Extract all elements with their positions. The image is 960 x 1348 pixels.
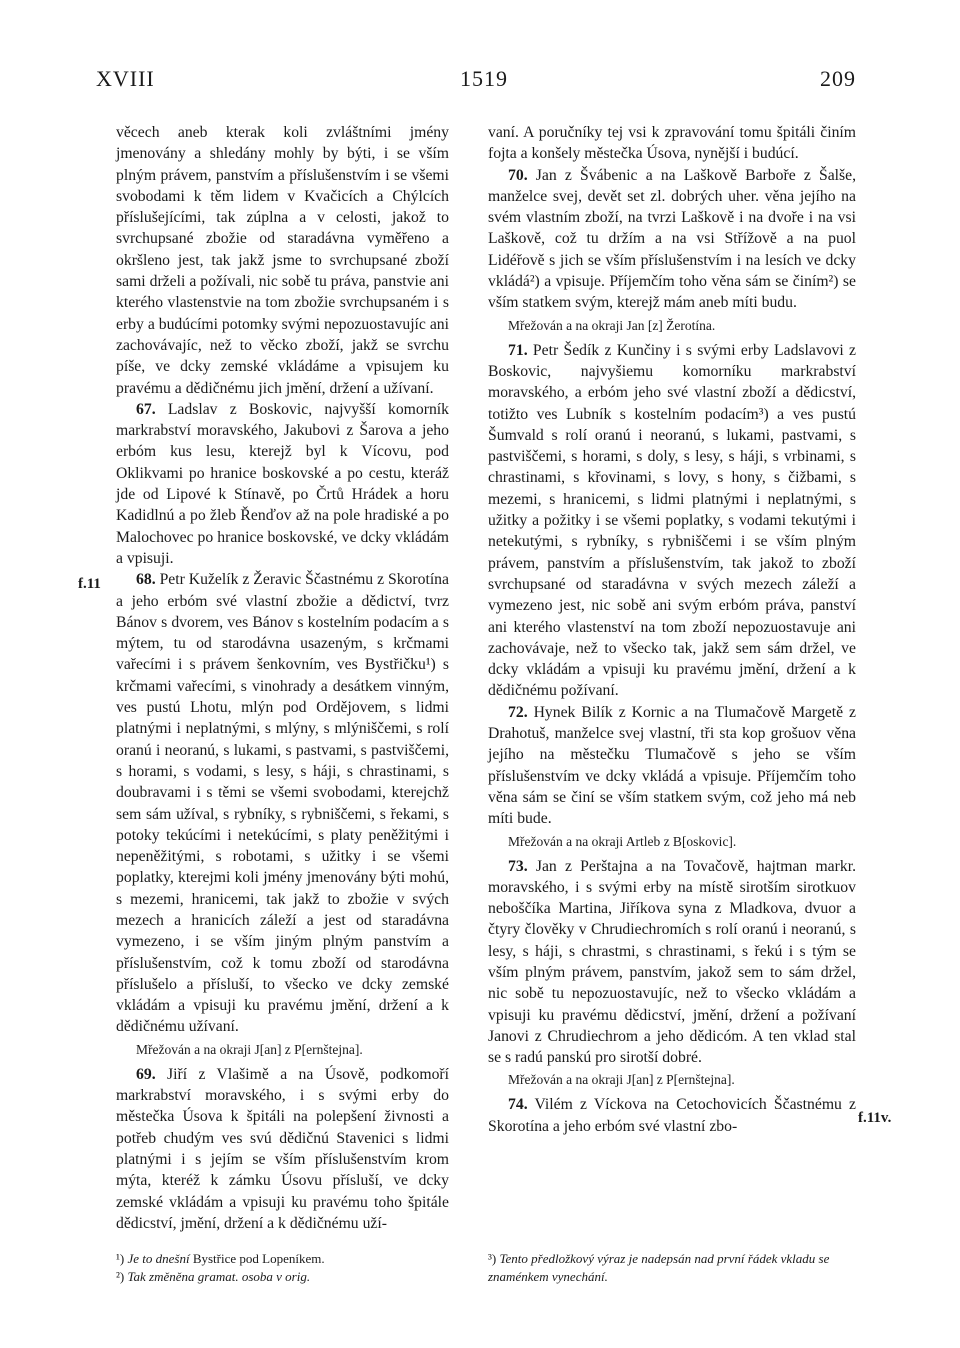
entry-paragraph — [488, 702, 856, 830]
entry-number: 68. — [136, 571, 156, 589]
footnote-mark: ¹) — [116, 1251, 125, 1266]
footnote-mark: ³) — [488, 1251, 497, 1266]
footnotes-right — [488, 1250, 856, 1286]
entry-number: 71. — [508, 341, 528, 359]
marginal-note: Mřežován a na okraji Jan [z] Žerotína. — [508, 317, 716, 333]
marginal-note: Mřežován a na okraji Artleb z B[oskovic]. — [508, 833, 737, 849]
entry-number: 73. — [508, 857, 528, 875]
volume-number: XVIII — [96, 66, 155, 91]
entry-number: 70. — [508, 166, 528, 184]
entry-paragraph — [116, 1064, 449, 1234]
entry-paragraph — [116, 399, 449, 569]
entry-text: Petr Kuželík z Žeravic Ščastnému z Skorotína a jeho erbóm své vlastní zbožie a dědictví, tvrz Bánov s dvorem, ves Bánov s kostelním podacím a s mýtem, tu od starodávna usazeným, s krčmami vařecími i s právem šenkovním, ves Bystřičku¹) s krčmami vařecími, s vinohrady a desátkem vinným, ves pustú Lhotu, mlýn pod Ordějovem, s lidmi platnými i neplatnými, s mlýny, s mlýniščemi, s rolí oranú i neoranú, s lukami, s pastvami, s pastviščemi, s horami, s vodami, s lesy, s háji, s chrastinami, s doubravami i s těmi se všemi svobodami, kterejchž sem sám užíval, s rybníky, s rybniščemi, s řekami, s potoky tekúcími i netekúcími, s platy peněžitými i nepeněžitými, s robotami, s užitky i se všemi poplatky, kterejmi koli jmény jmenovány býti mohú, s mezemi, hranicemi, tak jakž to zbožie v svých mezech a hranicích záleží a jest od staradávna vymezeno, i se vším jiným plným panstvím a příslušenstvím, což k tomu zboží od starodávna příslušelo a přísluší, to všecko ve dcky zemské vkládám a vpisuji ku pravému jmění, držení a k dědičnému užívaní. — [116, 571, 449, 1036]
entry-paragraph — [116, 122, 449, 399]
entry-text: Jan z Švábenic a na Laškově Barboře z Šalše, manželce svej, devět set zl. dobrých uher. věna jejího na svém vlastním zboží, na tvrzi Laškově i na dvoře i na vsi Laškově, což tu držím a na vsi Střížově a na puol Lidéřově s jich se vším příslušenstvím i na lesích ve dcky vkládá²) a vpisuje. Příjemčím toho věna sám se činím²) se vším statkem svým, kterejž mám aneb míti budu. — [488, 166, 857, 312]
entry-number: 69. — [136, 1065, 156, 1083]
marginal-note: Mřežován a na okraji J[an] z P[ernštejna]. — [508, 1072, 735, 1088]
page-header — [0, 66, 960, 96]
entry-text: Vilém z Víckova na Cetochovicích Ščastnému z Skorotína a jeho erbóm své vlastní zbo- — [488, 1096, 857, 1135]
footnote-mark: ²) — [116, 1269, 125, 1284]
page-number: 209 — [820, 66, 856, 91]
footnote — [116, 1250, 449, 1268]
footnote — [116, 1268, 449, 1286]
entry-paragraph — [116, 569, 449, 1038]
entry-number: 67. — [136, 400, 156, 418]
entry-text: Jiří z Vlašimě a na Úsově, podkomoří markrabství moravského, i s svými erby do městečka Úsova k špitáli na polepšení živnosti a potřeb chudým ves svú dědičnú Stavenici s lidmi platnými i s jejím se vším příslušenstvím krom mýta, kteréž k zámku Úsovu přísluší, ve dcky zemské vkládám a vpisuji ku pravému toho špitále dědicství, jmění, držení a k dědičnému uží- — [116, 1065, 449, 1232]
entry-paragraph — [488, 1094, 856, 1137]
left-column — [116, 122, 449, 1234]
entry-paragraph — [488, 165, 856, 314]
entry-text: Ladslav z Boskovic, najvyšší komorník markrabství moravského, Jakubovi z Šarova a jeho erbóm kus lesu, kterejž byl k Vícovu, pod Oklikvami po hranice boskovské a po cestu, kteráž jde od Lipové k Stínavě, po Črtů Hrádek a horu Kadidlnú a po žleb Řenďov až na pole hradiské a po Malochovec po hranice boskovské, ve dcky vkládám a vpisuji. — [116, 400, 450, 567]
entry-paragraph — [488, 340, 856, 702]
entry-paragraph — [488, 856, 856, 1069]
margin-folio-right: f.11v. — [858, 1110, 892, 1126]
marginal-note: Mřežován a na okraji J[an] z P[ernštejna]. — [136, 1041, 363, 1057]
entry-paragraph — [488, 122, 856, 165]
footnote-text: Bystřice pod Lopeníkem. — [189, 1251, 325, 1266]
year-label: 1519 — [460, 66, 508, 91]
footnote — [488, 1250, 856, 1286]
right-column — [488, 122, 856, 1137]
margin-folio-left: f.11 — [78, 576, 101, 592]
footnote-italic: Tak změněna gramat. osoba v orig. — [127, 1269, 311, 1284]
footnotes-left — [116, 1250, 449, 1286]
footnote-italic: Je to dnešní — [127, 1251, 190, 1266]
entry-text: Hynek Bilík z Kornic a na Tlumačově Margetě z Drahotuš, manželce svej vlastní, tři sta kop grošuov věna jejího na městečku Tlumačově s jeho se vším příslušenstvím ve dcky vkládá a vpisuje. Příjemčím toho věna sám se činí se vším statkem svým, což jeho má neb míti bude. — [488, 703, 856, 828]
entry-text: Petr Šedík z Kunčiny i s svými erby Ladslavovi z Boskovic, najvyšiemu komorníku markrabství moravského, a erbóm jeho své vlastní zboží a dědicství, totižto ves Lubník s kostelním podacím³) a ves pustú Šumvald s rolí oranú i neoranú, s lukami, pastvami, s pastviščemi, s horami, s doly, s lesy, s háji, s vrbinami, s chrastinami, s křovinami, s lovy, s hony, s čižbami, s mezemi, s hranicemi, s lidmi platnými i neplatnými, s užitky a požitky i se všemi poplatky, s vodami tekutými i netekutými, s rybníky, s rybniščemi i se vším plným právem, panstvím a příslušenstvím, tak jakož to zboží svrchupsané od staradávna v svých mezech záleží a vymezeno jest, nic sobě ani svým erbóm práva, panství ani kterého vlastenství na tom zboží nepozuostavuje ani zachovávaje, než to všecko tak, jakž sem sám držel, ve dcky vkládám a vpisuji ku pravému jmění, držení a k dědičnému požívaní. — [488, 341, 857, 700]
footnote-italic: Tento předložkový výraz je nadepsán nad první řádek vkladu se znaménkem vynechání. — [488, 1251, 830, 1284]
entry-number: 72. — [508, 703, 528, 721]
entry-number: 74. — [508, 1096, 528, 1114]
entry-text: věcech aneb kterak koli zvláštními jmény jmenovány a shledány mohly by býti, i se vším plným právem, panstvím a příslušenstvím i se všemi svobodami k těm lidem v Kvačicích a Chýlcích příslušejícími, tak zúplna a v celosti, jakož to svrchupsané zbožie od staradávna vyměřeno a okršleno jest, tak jakž jsme to svrchupsané zboží sami drželi a požívali, nic sobě tu práva, panstvie ani kterého vlastenstvie na tom zbožie svrchupsaném i s erby a budúcími potomky svými nepozuostavujíc ani zachovávajíc, než to věcko zboží, jakž se svrchu píše, ve dcky zemské vkládáme a vpisujem ku pravému a dědičnému jich jmění, držení a užívaní. — [116, 124, 449, 397]
entry-text: vaní. A poručníky tej vsi k zpravování tomu špitáli činím fojta a konšely městečka Úsova, nynější i budúcí. — [488, 124, 856, 163]
entry-text: Jan z Perštajna a na Tovačově, hajtman markr. moravského, i s svými erby na místě sirotším sirotkuov neboščíka Martina, Jiříkova syna z Mladkova, dvuor a čtyry člověky v Chrudiechromích s rolí oranú i neoranú, s lesy, s háji, s chrastmi, s chrastinami, s řekú i s tým se vším plným právem, panstvím, jakož sem to sám držel, nic sobě tu nepozuostavujíc, než to všecko vkládám a vpisuji ku pravému dědicství, jmění, držení a požívaní Janovi z Chrudiechrom a jeho dědicóm. A ten vklad stal se s radú panskú pro sirotší dobré. — [488, 857, 856, 1067]
